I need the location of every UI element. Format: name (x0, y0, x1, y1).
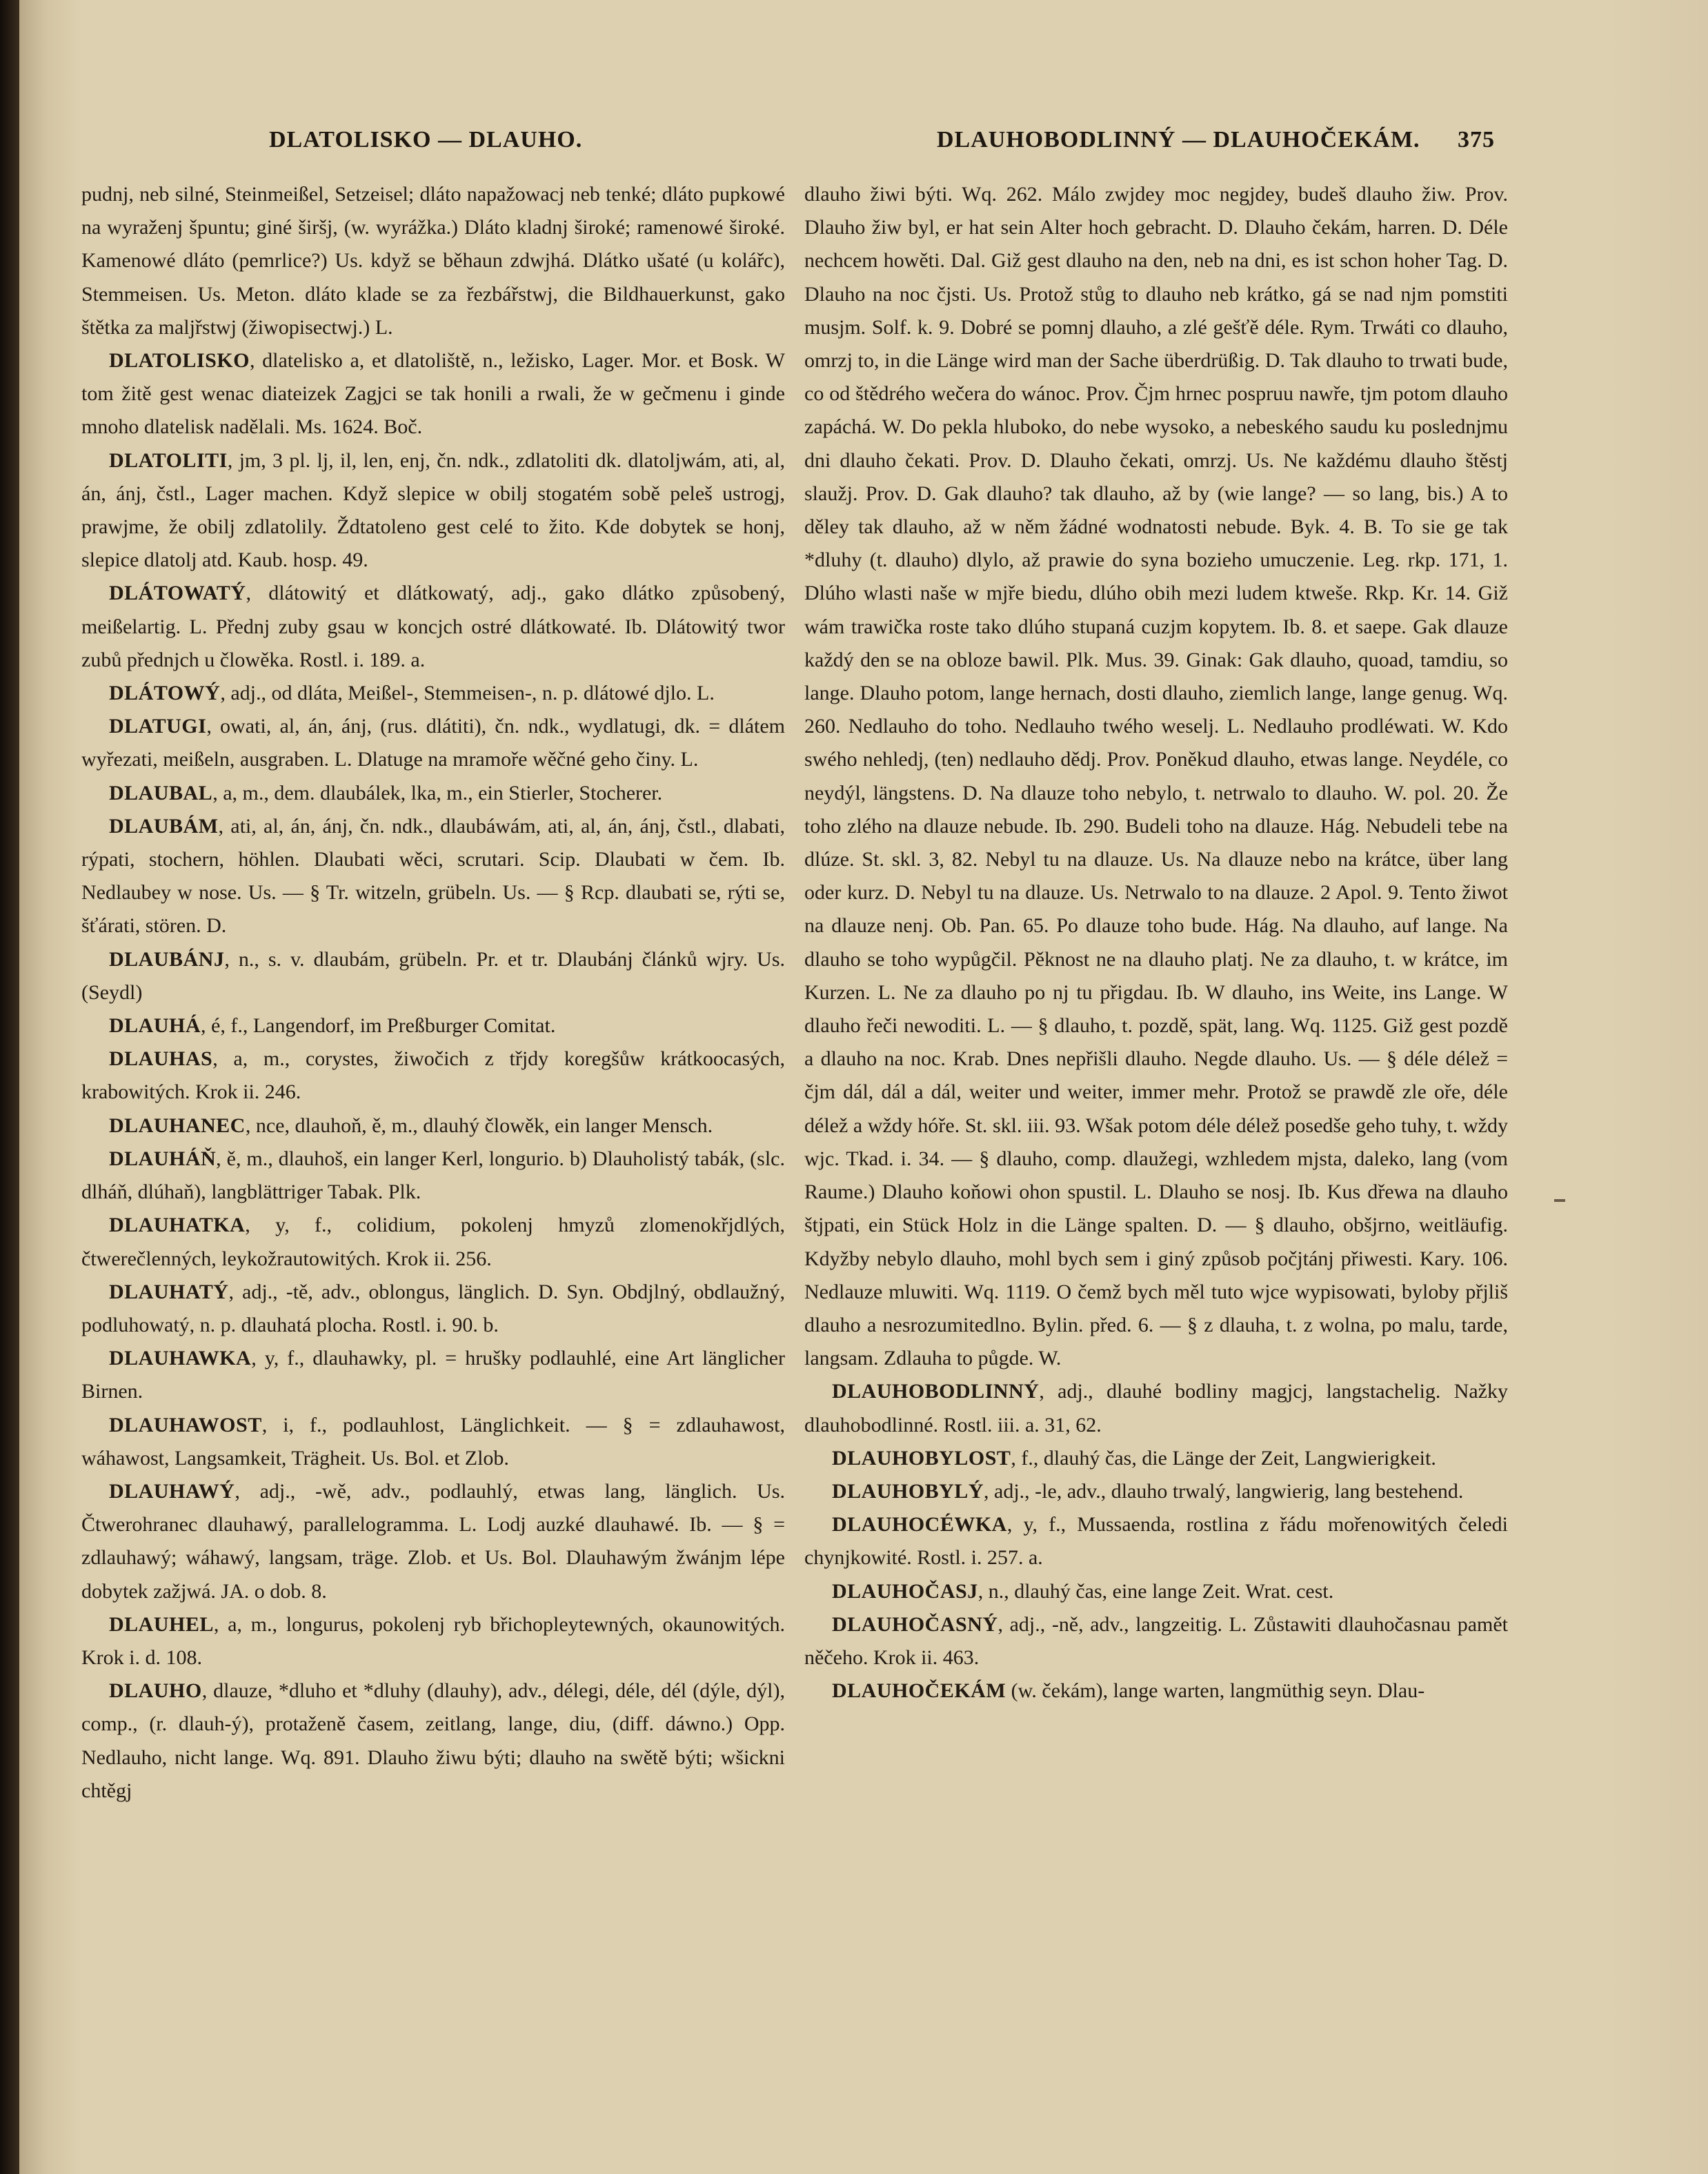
dictionary-entry: DLAUHAWÝ, adj., -wě, adv., podlauhlý, etwas lang, länglich. Us. Čtwerohranec dlauhawý, parallelogramma. L. Lodj auzké dlauhawé. Ib. — § = zdlauhawý; wáhawý, langsam, träge. Zlob. et Us. Bol. Dlauhawým žwánjm lépe dobytek zažjwá. JA. o dob. 8. (81, 1479, 785, 1603)
book-spine-shadow (0, 0, 19, 2174)
dictionary-entry: DLAUHOČASNÝ, adj., -ně, adv., langzeitig. L. Zůstawiti dlauhočasnau pamět něčeho. Krok ii. 463. (804, 1612, 1508, 1669)
headword: DLAUBÁM (109, 814, 219, 838)
headword: DLAUHO (109, 1679, 202, 1703)
dictionary-entry: DLATOLISKO, dlatelisko a, et dlatoliště, n., ležisko, Lager. Mor. et Bosk. W tom žitě gest wenac diateizek Zagjci se tak honili a rwali, že w gečmenu i ginde mnoho dlatelisk nadělali. Ms. 1624. Boč. (81, 349, 785, 439)
headword: DLÁTOWATÝ (109, 582, 246, 605)
dictionary-entry: dlauho žiwi býti. Wq. 262. Málo zwjdey moc negjdey, budeš dlauho žiw. Prov. Dlauho žiw byl, er hat sein Alter hoch gebracht. D. Dlauho čekám, harren. D. Déle nechcem howěti. Dal. Giž gest dlauho na den, neb na dni, es ist schon hoher Tag. D. Dlauho na noc čjsti. Us. Protož stůg to dlauho neb krátko, gá se nad njm pomstiti musjm. Solf. k. 9. Dobré se pomnj dlauho, a zlé gešťě déle. Rym. Trwáti co dlauho, omrzj to, in die Länge wird man der Sache überdrüßig. D. Tak dlauho to trwati bude, co od štědrého wečera do wánoc. Prov. Čjm hrnec pospruu nawře, tjm potom dlauho zapáchá. W. Do pekla hluboko, do nebe wysoko, a nebeského saudu ku poslednjmu dni dlauho čekati. Prov. D. Dlauho čekati, omrzj. Us. Ne každému dlauho štěstj slaužj. Prov. D. Gak dlauho? tak dlauho, až by (wie lange? — so lang, bis.) A to děley tak dlauho, až w něm žádné wodnatosti nebude. Byk. 4. B. To sie ge tak *dluhy (t. dlauho) dlylo, až prawie do syna bozieho umuczenie. Leg. rkp. 171, 1. Dlúho wlasti naše w mjře biedu, dlúho obih mezi ludem ktweše. Rkp. Kr. 14. Giž wám trawička roste tako dlúho stupaná cuzjm kopytem. Ib. 8. et saepe. Gak dlauze každý den se na obloze bawil. Plk. Mus. 39. Ginak: Gak dlauho, quoad, tamdiu, so lange. Dlauho potom, lange hernach, dosti dlauho, ziemlich lange, lange genug. Wq. 260. Nedlauho do toho. Nedlauho twého weselj. L. Nedlauho prodléwati. W. Kdo swého nehledj, (ten) nedlauho dědj. Prov. Poněkud dlauho, etwas lange. Neydéle, co neydýl, längstens. D. Na dlauze toho nebylo, t. netrwalo to dlauho. W. pol. 20. Že toho zlého na dlauze nebude. Ib. 290. Budeli toho na dlauze. Hág. Nebudeli tebe na dlúze. St. skl. 3, 82. Nebyl tu na dlauze. Us. Na dlauze nebo na krátce, über lang oder kurz. D. Nebyl tu na dlauze. Us. Netrwalo to na dlauze. 2 Apol. 9. Tento žiwot na dlauze nenj. Ob. Pan. 65. Po dlauze toho bude. Hág. Na dlauho, auf lange. Na dlauho se toho wypůgčil. Pěknost ne na dlauho platj. Ne za dlauho, t. w krátce, im Kurzen. L. Ne za dlauho po nj tu přigdau. Ib. W dlauho, ins Weite, ins Lange. W dlauho řeči newoditi. L. — § dlauho, t. pozdě, spät, lang. Wq. 1125. Giž gest pozdě a dlauho na noc. Krab. Dnes nepřišli dlauho. Negde dlauho. Us. — § déle délež = čjm dál, dál a dál, weiter und weiter, immer mehr. Protož se prawdě zle oře, déle délež a wždy hóře. St. skl. iii. 93. Wšak potom déle délež posedše geho tuhy, t. wždy wjc. Tkad. i. 34. — § dlauho, comp. dlaužegi, wzhledem mjsta, daleko, lang (vom Raume.) Dlauho koňowi ohon spustil. L. Dlauho se nosj. Ib. Kus dřewa na dlauho štjpati, ein Stück Holz in die Länge spalten. D. — § dlauho, obšjrno, weitläufig. Kdyžby nebylo dlauho, mohl bych sem i giný způsob počjtánj přiwesti. Kary. 106. Nedlauze mluwiti. Wq. 1119. O čemž bych měl tuto wjce wypisowati, byloby přjliš dlauho a nesrozumitedlno. Bylin. před. 6. — § z dlauha, t. z wolna, po malu, tarde, langsam. Zdlauha to půgde. W. (804, 183, 1508, 1370)
left-running-title: DLATOLISKO — DLAUHO. (269, 127, 583, 152)
headword: DLAUHOCÉWKA (832, 1513, 1007, 1536)
dictionary-entry: DLÁTOWÝ, adj., od dláta, Meißel-, Stemmeisen-, n. p. dlátowé djlo. L. (109, 682, 715, 705)
running-header (19, 123, 1708, 164)
dictionary-entry: DLAUHOBYLOST, f., dlauhý čas, die Länge der Zeit, Langwierigkeit. (832, 1446, 1436, 1470)
dictionary-entry: DLÁTOWATÝ, dlátowitý et dlátkowatý, adj., gako dlátko způsobený, meißelartig. L. Přednj zuby gsau w koncjch ostré dlátkowaté. Ib. Dlátowitý twor zubů přednjch u člowěka. Rostl. i. 189. a. (81, 582, 785, 671)
page-number: 375 (1458, 127, 1495, 152)
headword: DLAUHATKA (109, 1214, 246, 1237)
right-running-title: DLAUHOBODLINNÝ — DLAUHOČEKÁM. (937, 127, 1420, 152)
dictionary-entry: DLAUHOČEKÁM (w. čekám), lange warten, langmüthig seyn. Dlau- (832, 1679, 1425, 1703)
right-column (804, 178, 1508, 2137)
headword: DLAUHÁŇ (109, 1147, 217, 1170)
left-column (81, 178, 785, 2137)
headword: DLAUHOČEKÁM (832, 1679, 1006, 1703)
headword: DLAUHOČASJ (832, 1579, 978, 1603)
dictionary-entry: DLATUGI, owati, al, án, ánj, (rus. dlátiti), čn. ndk., wydlatugi, dk. = dlátem wyřezati, meißeln, ausgraben. L. Dlatuge na mramoře wěčné geho činy. L. (81, 715, 785, 771)
dictionary-entry: DLAUHATKA, y, f., colidium, pokolenj hmyzů zlomenokřjdlých, čtwerečlenných, leykožrautowitých. Krok ii. 256. (81, 1214, 785, 1270)
dictionary-entry: DLAUHAS, a, m., corystes, žiwočich z třjdy koregšůw krátkoocasých, krabowitých. Krok ii. 246. (81, 1047, 785, 1104)
dictionary-entry: DLAUBÁNJ, n., s. v. dlaubám, grübeln. Pr. et tr. Dlaubánj článků wjry. Us. (Seydl) (81, 947, 785, 1004)
dictionary-entry: pudnj, neb silné, Steinmeißel, Setzeisel; dláto napažowacj neb tenké; dláto pupkowé na wyraženj špuntu; giné širšj, (w. wyrážka.) Dláto kladnj široké; ramenowé široké. Kamenowé dláto (pemrlice?) Us. když se běhaun zdwjhá. Dlátko ušaté (u kolářc), Stemmeisen. Us. Meton. dláto klade se za řezbářstwj, die Bildhauerkunst, gako štětka za maljřstwj (žiwopisectwj.) L. (81, 183, 785, 339)
dictionary-entry: DLAUHANEC, nce, dlauhoň, ě, m., dlauhý člowěk, ein langer Mensch. (109, 1114, 713, 1137)
headword: DLÁTOWÝ (109, 682, 221, 705)
headword: DLAUBAL (109, 781, 213, 804)
dictionary-entry: DLAUHÁŇ, ě, m., dlauhoš, ein langer Kerl, longurio. b) Dlauholistý tabák, (slc. dlháň, dlúhaň), langblättriger Tabak. Plk. (81, 1147, 785, 1204)
dictionary-entry: DLAUHOBODLINNÝ, adj., dlauhé bodliny magjcj, langstachelig. Nažky dlauhobodlinné. Rostl. iii. a. 31, 62. (804, 1380, 1508, 1436)
headword: DLAUHAWKA (109, 1347, 252, 1370)
dictionary-entry: DLAUHOBYLÝ, adj., -le, adv., dlauho trwalý, langwierig, lang bestehend. (832, 1479, 1464, 1503)
dictionary-entry: DLAUBAL, a, m., dem. dlaubálek, lka, m., ein Stierler, Stocherer. (109, 781, 663, 804)
dictionary-entry: DLAUHAWOST, i, f., podlauhlost, Länglichkeit. — § = zdlauhawost, wáhawost, Langsamkeit, Trägheit. Us. Bol. et Zlob. (81, 1413, 785, 1470)
dictionary-entry: DLAUBÁM, ati, al, án, ánj, čn. ndk., dlaubáwám, ati, al, án, ánj, čstl., dlabati, rýpati, stochern, höhlen. Dlaubati wěci, scrutari. Scip. Dlaubati w čem. Ib. Nedlaubey w nose. Us. — § Tr. witzeln, grübeln. Us. — § Rcp. dlaubati se, rýti se, šťárati, stören. D. (81, 814, 785, 938)
dictionary-page (19, 0, 1708, 2174)
headword: DLATOLISKO (109, 349, 250, 373)
dictionary-entry: DLAUHO, dlauze, *dluho et *dluhy (dlauhy), adv., délegi, déle, dél (dýle, dýl), comp., (r. dlauh-ý), protaženě časem, zeitlang, lange, diu, (diff. dáwno.) Opp. Nedlauho, nicht lange. Wq. 891. Dlauho žiwu býti; dlauho na swětě býti; wšickni chtěgj (81, 1679, 785, 1802)
dictionary-entry: DLAUHAWKA, y, f., dlauhawky, pl. = hrušky podlauhlé, eine Art länglicher Birnen. (81, 1347, 785, 1403)
headword: DLAUHOBYLOST (832, 1446, 1011, 1470)
headword: DLATOLITI (109, 448, 228, 472)
headword: DLAUHANEC (109, 1114, 246, 1137)
headword: DLAUBÁNJ (109, 947, 225, 971)
headword: DLAUHOBYLÝ (832, 1479, 984, 1503)
dictionary-entry: DLAUHOČASJ, n., dlauhý čas, eine lange Zeit. Wrat. cest. (832, 1579, 1334, 1603)
margin-mark (1554, 1199, 1565, 1202)
dictionary-entry: DLAUHÁ, é, f., Langendorf, im Preßburger Comitat. (109, 1014, 556, 1038)
dictionary-entry: DLATOLITI, jm, 3 pl. lj, il, len, enj, čn. ndk., zdlatoliti dk. dlatoljwám, ati, al, án, ánj, čstl., Lager machen. Když slepice w obilj stogatém sobě peleš ustrogj, prawjme, že obilj zdlatolily. Ždtatoleno gest celé to žito. Kde dobytek se honj, slepice dlatolj atd. Kaub. hosp. 49. (81, 448, 785, 572)
headword: DLAUHOČASNÝ (832, 1612, 998, 1636)
dictionary-entry: DLAUHOCÉWKA, y, f., Mussaenda, rostlina z řádu mořenowitých čeledi chynjkowité. Rostl. i. 257. a. (804, 1513, 1508, 1570)
headword: DLAUHEL (109, 1612, 214, 1636)
dictionary-entry: DLAUHEL, a, m., longurus, pokolenj ryb břichopleytewných, okaunowitých. Krok i. d. 108. (81, 1612, 785, 1669)
dictionary-entry: DLAUHATÝ, adj., -tě, adv., oblongus, länglich. D. Syn. Obdjlný, obdlaužný, podluhowatý, n. p. dlauhatá plocha. Rostl. i. 90. b. (81, 1280, 785, 1336)
headword: DLAUHAWÝ (109, 1479, 235, 1503)
headword: DLAUHÁ (109, 1014, 201, 1038)
headword: DLATUGI (109, 715, 207, 738)
headword: DLAUHAS (109, 1047, 213, 1071)
headword: DLAUHATÝ (109, 1280, 229, 1303)
headword: DLAUHOBODLINNÝ (832, 1380, 1040, 1403)
headword: DLAUHAWOST (109, 1413, 262, 1436)
